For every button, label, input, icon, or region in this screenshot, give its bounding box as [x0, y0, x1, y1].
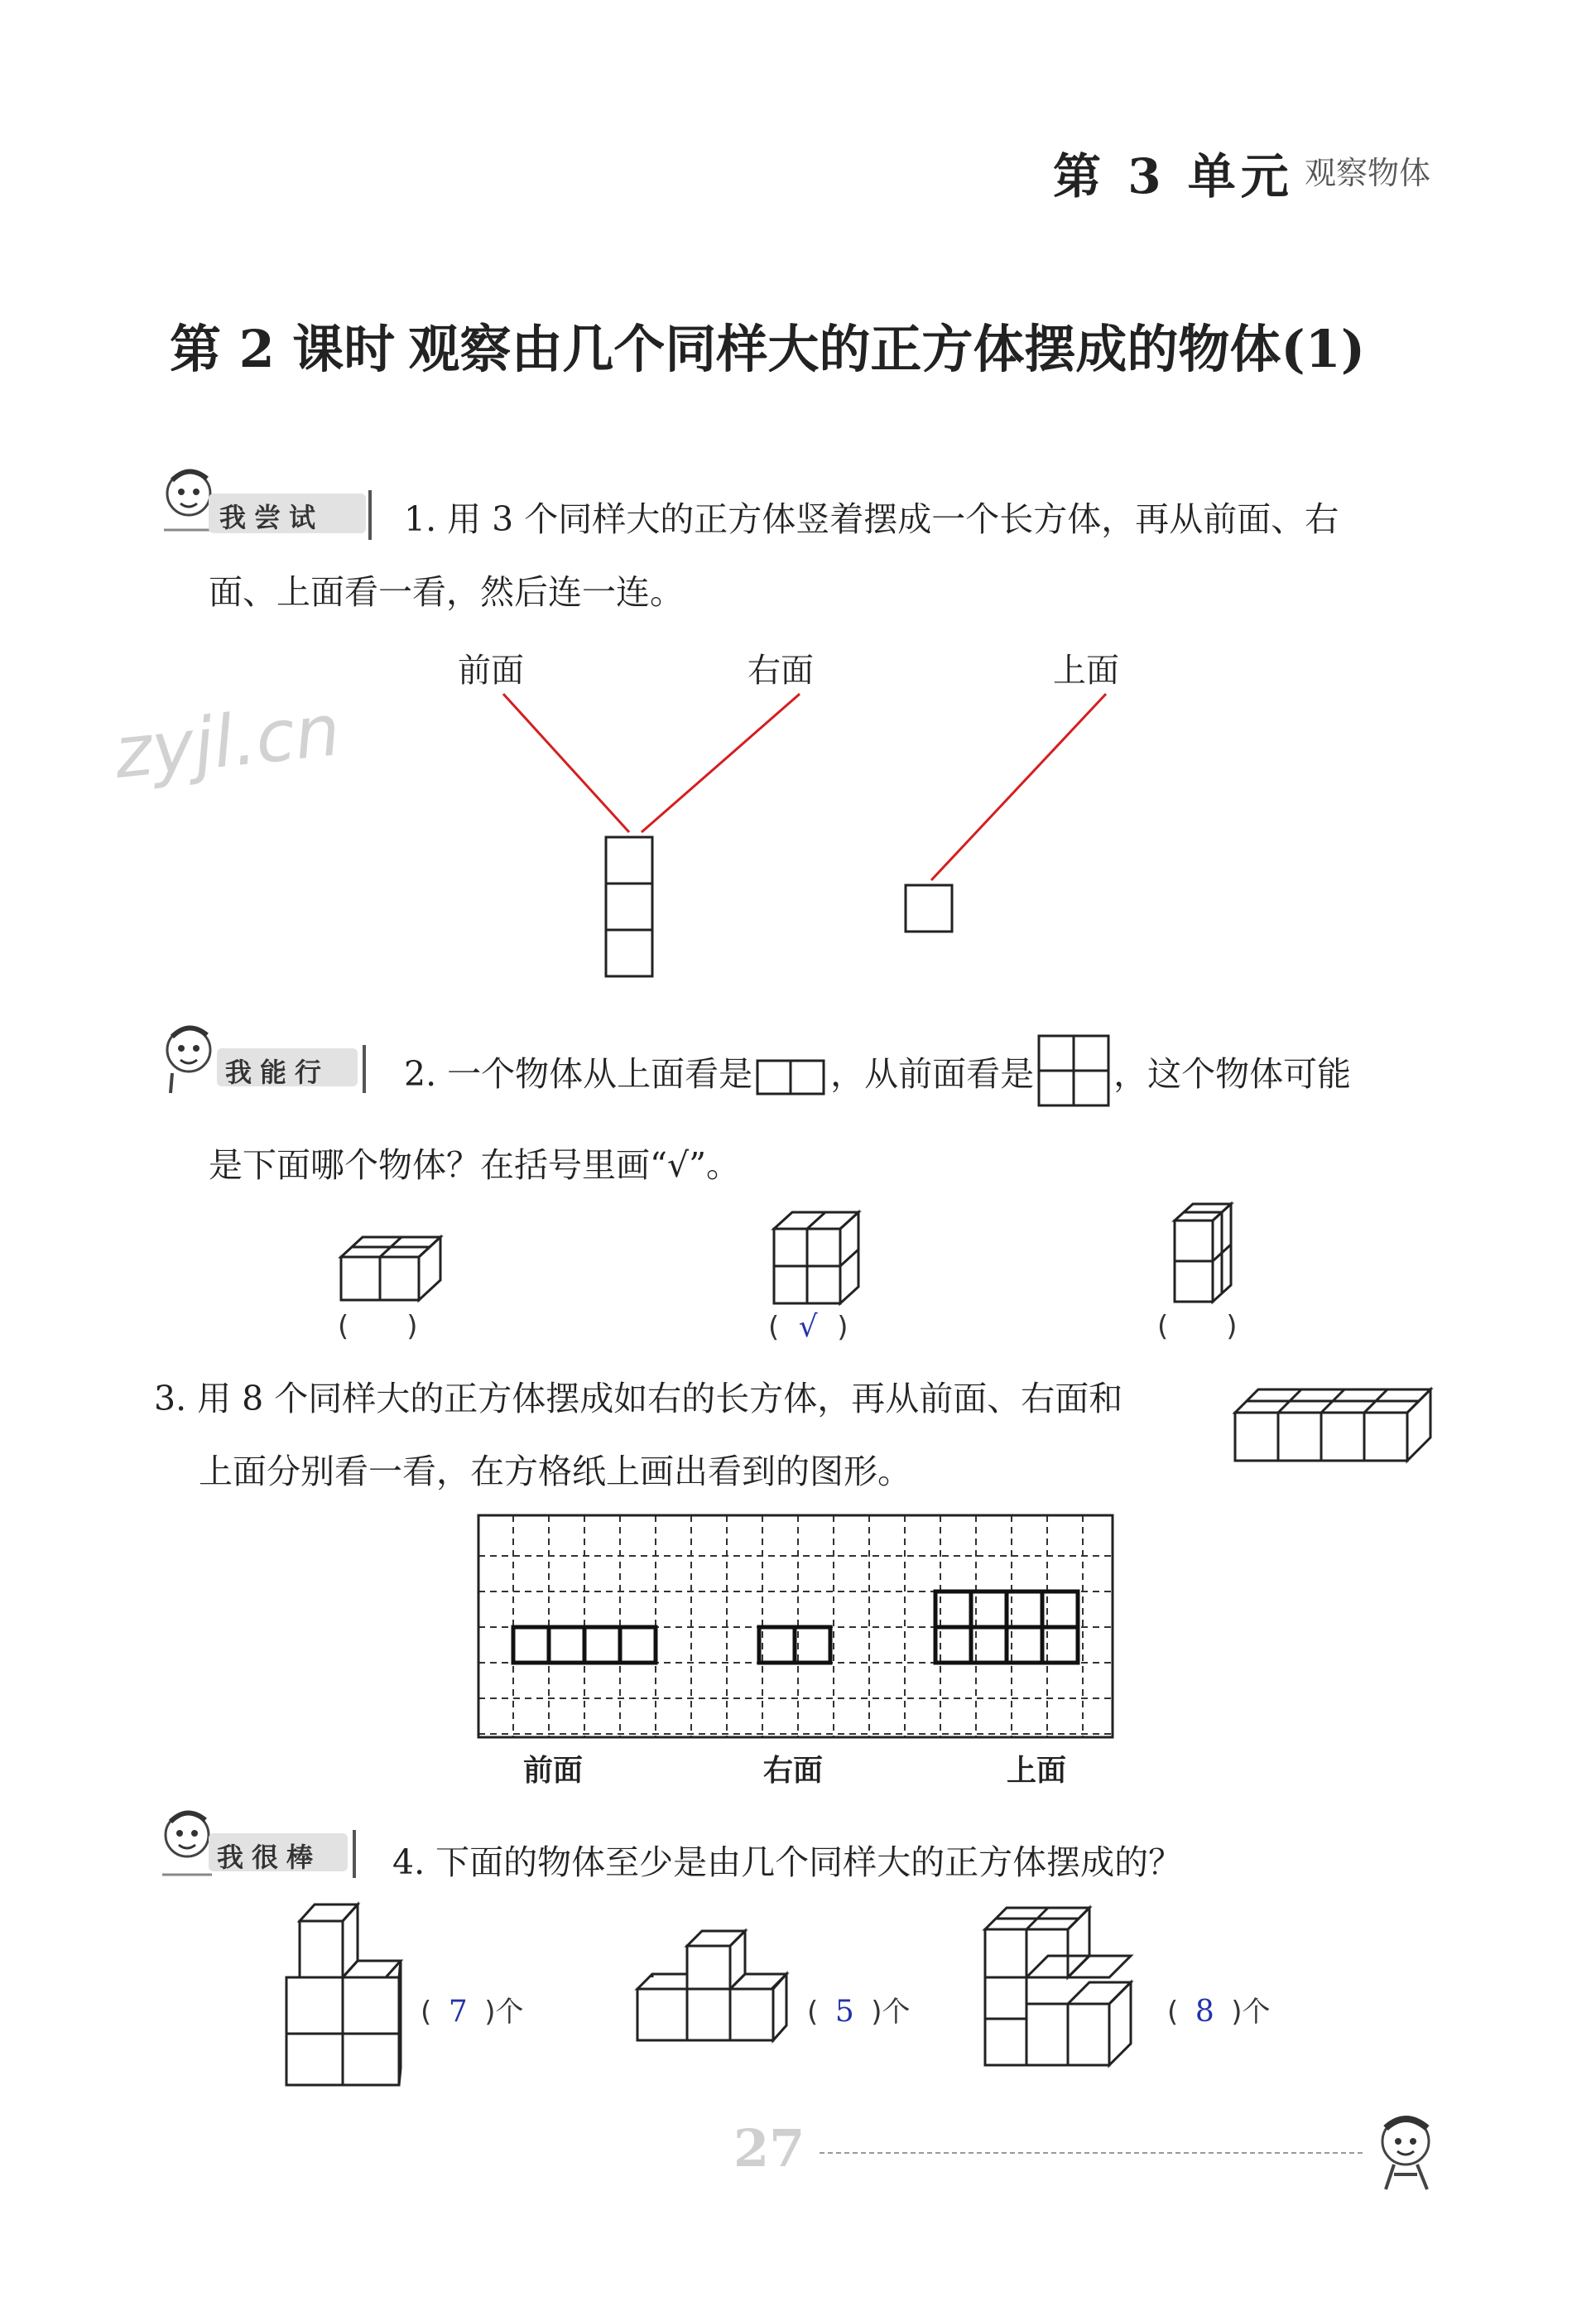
q4-paren-a: ( 7 )个 — [421, 1995, 524, 2029]
q2-paren-c: ( ) — [1157, 1310, 1238, 1343]
q3-label-front: 前面 — [523, 1753, 584, 1788]
q1-line1: 1. 用 3 个同样大的正方体竖着摆成一个长方体，再从前面、右 — [404, 499, 1339, 539]
q4-answer-c: 8 — [1195, 1995, 1214, 2029]
q4-unit-a: 个 — [495, 1996, 524, 2029]
q1-label-right: 右面 — [748, 652, 814, 690]
q2-part1: 2. 一个物体从上面看是 — [404, 1054, 753, 1094]
q3-line1: 3. 用 8 个同样大的正方体摆成如右的长方体，再从前面、右面和 — [154, 1379, 1123, 1418]
q4-answer-b: 5 — [834, 1995, 854, 2029]
q2-part3: ，这个物体可能 — [1113, 1054, 1352, 1094]
q3-label-top: 上面 — [1007, 1753, 1067, 1788]
q3-label-right: 右面 — [763, 1753, 824, 1788]
page-number: 27 — [733, 2118, 805, 2179]
q4-paren-c: ( 8 )个 — [1167, 1995, 1271, 2029]
q2-part2: ，从前面看是 — [830, 1054, 1035, 1094]
q1-line2: 面、上面看一看，然后连一连。 — [209, 572, 684, 612]
q2-line2: 是下面哪个物体？在括号里画“√”。 — [209, 1145, 741, 1185]
q2-paren-a: ( ) — [338, 1310, 418, 1343]
q4-paren-b: ( 5 )个 — [807, 1995, 911, 2029]
q1-label-top: 上面 — [1053, 652, 1119, 690]
section1-badge: 我尝试 — [219, 502, 324, 533]
watermark: zyjl.cn — [110, 689, 344, 795]
q2-answer-b: √ — [798, 1310, 818, 1344]
q1-label-front: 前面 — [458, 652, 524, 690]
q4-unit-c: 个 — [1242, 1996, 1271, 2029]
q2-paren-b: ( √ ) — [768, 1310, 848, 1344]
q4-question: 4. 下面的物体至少是由几个同样大的正方体摆成的？ — [392, 1842, 1183, 1882]
q4-unit-b: 个 — [882, 1996, 911, 2029]
unit-name: 观察物体 — [1305, 155, 1431, 191]
unit-number: 第 3 单元 — [1053, 148, 1294, 205]
lesson-title-text: 观察由几个同样大的正方体摆成的物体(1) — [408, 319, 1366, 379]
q3-line2: 上面分别看一看，在方格纸上画出看到的图形。 — [199, 1452, 911, 1491]
lesson-number: 第 2 课时 — [170, 319, 396, 379]
section2-badge: 我能行 — [225, 1057, 330, 1088]
footer-mascot-icon — [1361, 2110, 1452, 2201]
section4-badge: 我很棒 — [217, 1842, 322, 1873]
q4-answer-a: 7 — [448, 1995, 468, 2029]
